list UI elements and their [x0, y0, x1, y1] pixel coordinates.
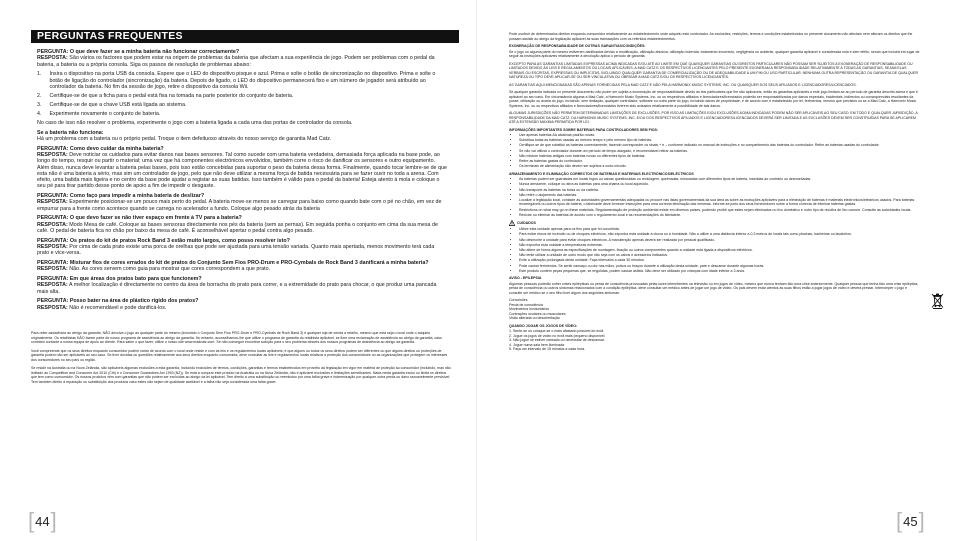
step-text: Certifique-se de que a ficha para o pedal está fixa na tomada na parte posterior do conjunto de bateria. — [49, 92, 294, 99]
list-item: • Não desmonte a unidade para evitar choques eléctricos. A manutenção apenas deverá ser realizada por pessoal qualificado. — [519, 238, 921, 243]
answer-label: RESPOSTA: — [37, 199, 68, 206]
list-item: 3. Não jogue se estiver cansado ou necessitar de descansar. — [509, 338, 605, 343]
list-item: • Não exponha esta unidade a temperaturas extremas. — [519, 243, 921, 248]
faq-item — [37, 238, 447, 257]
warranty-fine-print — [31, 331, 451, 388]
step-text: Experimente novamente o conjunto de bateria. — [49, 110, 161, 117]
list-item: 5. Faça um intervalo de 15 minutos a cada hora. — [509, 347, 586, 352]
answer-label: RESPOSTA: — [37, 304, 68, 311]
fine-print-paragraph: Se residir na Austrália ou na Nova Zelândia, são aplicáveis algumas exclusões a esta garantia, incluindo exclusões de termos, condições, garantias e termos estabelecidos em proveito da legislação em vigor em matéria de proteção ao consumidor (incluindo, mas não limitado ao Competition and Consumer Act 2010 (Cth) e o Consumer Guarantees Act 1993 (NZ)). Se está a comprar este produto na Austrália ou na Nova Zelândia, não é aplicável exclusões e limitações semelhantes. Nada nesta garantia exclui ou limita os direitos que tem como consumidor. Os nossos produtos vêm com garantias que não podem ser excluídas ao abrigo da lei aplicável. Tem direito a uma substituição ou reembolso por uma falha grave e indemnização por qualquer outra perda ou dano razoavelmente previsível. Tem também direito à reparação ou substituição dos produtos caso estes não sejam de qualidade aceitável e a falha não seja considerada uma falha grave. — [31, 366, 451, 384]
step-number: 3. — [37, 101, 42, 108]
games-list — [509, 329, 921, 352]
faq-item — [37, 146, 447, 190]
body-paragraph: Se qualquer garantia indicada no presente documento não puder ser sujeita a exoneração de responsabilidade devido às leis particulares que lhe são aplicáveis, então as garantias aplicáveis a este jogo limitam-se ao período de garantia descrito acima e que é aplicável ao seu caso. Em circunstância alguma a Mad Catz, a Harmonix Music Systems, Inc. ou os respectivos afiliados e licenciadores/licenciados poderão ser responsabilizados por danos especiais, incidentais, indirectos ou consequenciais resultantes da posse, utilização ou avaria do jogo, incluindo, sem limitação, qualquer controlador, software ou outra parte do jogo, incluindo danos de propriedade, e de acordo com e estabelecido por lei, ferimentos, mesmo que previstos ou se a Mad Catz, a Harmonix Music Systems, Inc. ou os respectivos afiliados e licenciadores/licenciados tiverem sido avisados relativamente à possibilidade de tais danos. — [509, 90, 918, 108]
caps-paragraph: AS GARANTIAS AQUI MENCIONADAS SÃO APENAS FORNECIDAS PELA MAD CATZ E NÃO PELA HARMONIX MUSIC SYSTEMS, INC. OU QUAISQUER DOS SEUS AFILIADOS E LICENCIADORES/LICENCIADOS. — [509, 82, 857, 87]
list-item: 1. Sente-se ou coloque-se o mais afastado possível do ecrã. — [509, 329, 605, 334]
answer: Experimente posicionar-se um pouco mais perto do pedal. A bateria move-se menos se carregar para baixo como quando bate com o pé no chão, em vez de empurrar para a frente como acontece quando se carrega no acelerador a fundo. Coloque algo pesado atrás da bateria — [37, 199, 442, 212]
step — [37, 111, 447, 117]
list-item: • Não misture baterias antigas com baterias novas ou diferentes tipos de baterias. — [519, 154, 921, 159]
answer-label: RESPOSTA: — [37, 282, 68, 289]
list-item: • Os terminais de alimentação não devem ser sujeitos a curto-circuito. — [519, 164, 921, 169]
caution-list — [509, 227, 921, 273]
step — [37, 71, 447, 90]
list-item: • Não altere de forma alguma as especificações de montagem, fixação ou outros componentes quando a unidade está ligada a dispositivos eléctricos. — [519, 248, 921, 253]
step-number: 4. — [37, 110, 42, 117]
list-item: • Utilize esta unidade apenas para os fins para que foi concebida. — [519, 227, 921, 232]
faq-item — [37, 260, 447, 273]
page-number — [896, 508, 925, 533]
faq-item — [37, 49, 447, 68]
section-heading: ARMAZENAMENTO E ELIMINAÇÃO CORRECTOS DE BATERIAS E MATERIAIS ELECTRÓNICOS/ELÉCTRICOS — [509, 171, 694, 176]
faq-item — [37, 298, 447, 311]
page-number-value: 45 — [903, 513, 918, 529]
list-item: • Para evitar riscos de incêndio ou de choques eléctricos, não exponha esta unidade à chuva ou à humidade. Não a utilize a uma distância inferior a 0,3 metros de locais tais como piscinas, banheiras ou lavatórios. — [519, 232, 921, 237]
page-number — [28, 508, 57, 533]
list-item: • Pode causar ferimentos. Se sentir cansaço ou dor nas mãos, pulsos ou braços durante a utilização desta unidade, pare e descanse durante algumas horas. — [519, 264, 921, 269]
note: No caso de isso não resolver o problema, experimente o jogo com a bateria ligada a cada uma das portas de controlador da consola. — [37, 120, 353, 127]
answer: Modo Mesa de café. Coloque as bases sensoras directamente nos pés da bateria (sem as pernas). Em seguida ponha o conjunto em cima da sua mesa de café. O pedal de bateria fica no chão por baixo da mesa de café. É aconselhável apertar o pedal contra algo pesado. — [37, 221, 438, 235]
caution-heading — [509, 220, 921, 226]
list-item: • As baterias podem ser guardadas em locais fogos ou caixas questionadas ou reciclagem, queimadas, misturadas com diferentes tipos de bateria, inseridas ao contrário ou desmontadas. — [519, 177, 921, 182]
body-paragraph: Algumas pessoas poderão sofrer crises epilépticas ou perda de consciência provocadas pelas luzes intermitentes na televisão ou em jogos de vídeo, mesmo que nunca tenham tido uma crise anteriormente. Qualquer pessoa que tenha tido uma crise epiléptica, perda de consciência ou outros sintomas relacionados com a condição epiléptica, deve consultar um médico antes de jogar um jogo de vídeo. Os pais devem estar atentos às suas filhos estão a jogar jogos de vídeo e deverá prestar. Interromper o jogo e consulte um médico se o seu filho tiver algum dos seguintes sintomas: — [509, 281, 919, 295]
page-number-value: 44 — [35, 513, 50, 529]
question: PERGUNTA: Posso bater na área de plástico rígido dos pratos? — [37, 298, 199, 305]
step — [37, 102, 447, 108]
caps-paragraph: ALGUMAS JURISDIÇÕES NÃO PERMITEM DETERMINADAS LIMITAÇÕES DE EXCLUSÕES, POR ISSO AS LIMITAÇÕES E/OU EXCLUSÕES ACIMA INDICADAS PODEM NÃO SER APLICÁVEIS AO SEU CASO. EM TODO E QUALQUER JURISDIÇÃO, A RESPONSABILIDADE DA MAD CATZ, DA HARMONIX MUSIC SYSTEMS, INC. E/OU DOS RESPECTIVOS AFILIADOS E LICENCIADORES/LICENCIADOS DEVERÁ SER LIMITADA E AS EXCLUSÕES DEVEM SER CONSTRUÍDAS PARA SE APLICAREM ATÉ A EXTENSÃO MÁXIMA PERMITIDA POR LEI. — [509, 111, 918, 124]
answer: Deve noticiar os cuidados para evitar danos nas bases sensores. Tal como sucede com uma bateria verdadeira, demasiada força aplicada na base pode, ao longo do tempo, resquir ou partir o material; uma vez que há componentes electrónicos envolvidos, também corre o risco de danificar os sensores e outro equipamento. Além disso, nunca deve levantar a bateria pelas bases, pois isso estão concebidas para suportar o peso da bateria dessa forma. Finalmente, quando tocar lembre-se de que esta não é uma bateria a sério, mas sim um controlador de jogo, pelo que não deve utilizar a mesma força de batida necessária para se fazer ouvir no toda a arena. Com efeito, uma batida mais ligeira e no centro da base pode ajudar a registar as suas batidas. Isso também é válido para o pedal da bateria! Esteja atento à mola e coloque o seu pé para tirar partido desse ponto de apoio a fim de impedir o desgaste. — [37, 152, 447, 190]
list-item: • Localize a legislação local, contacte as autoridades governamentais adequadas ou procure nas listas governamentais da sua área as sobre as instruções aplicáveis para a eliminação de baterias e materiais electrónicos/eléctricos usados. Para baterias recarregáveis ou outros tipos de bateria, o fabricante deve fornecer instruções para uma correcta eliminação das mesmas. Informe-se junto dos seus fornecedores sobre a forma correcta de eliminar baterias gastas. — [519, 198, 921, 207]
faq-list — [37, 49, 447, 314]
answer-label: RESPOSTA: — [37, 221, 68, 228]
list-item: Visão alterada ou desorientação — [509, 316, 560, 321]
list-item: • Retire as baterias gastas do controlador. — [519, 159, 921, 164]
list-item: Perda de consciência — [509, 302, 543, 307]
subheading: Se a bateria não funciona: — [37, 129, 104, 136]
fine-print-paragraph: Você compreende que os seus direitos enquanto consumidor podem variar de acordo com o local onde reside e com as leis e os regulamentos locais aplicáveis, e que alguns ou todos os seus direitos podem ser diferentes ou que alguns direitos ou proteções de garantia podem não ser aplicáveis ao seu caso. Se tiver dúvidas ou questões relativamente aos seus direitos enquanto consumidor, deve consultar as leis e regulamentos locais relativos a proteção dos consumidores ou as organizações que protegem os interesses dos consumidores no seu país ou região. — [31, 348, 448, 362]
answer: São vários os factores que podem estar na origem de problemas da bateria que afectam a sua experiência de jogo. Podem ser problemas com o pedal da bateria, a bateria ou a própria consola. Siga os passos de resolução de problemas abaixo: — [37, 55, 435, 68]
list-item: Contrações oculares ou musculares — [509, 311, 566, 316]
step-number: 2. — [37, 92, 42, 99]
bracket-open-icon: [ — [896, 508, 903, 533]
caps-paragraph: EXCEPTO PARA AS GARANTIAS LIMITADAS EXPRESSAS ACIMA INDICADAS E/OU ATÉ AO LIMITE EM QUE QUAISQUER GARANTIAS OU DIREITOS PARTICULARES NÃO POSSAM SER SUJEITOS A EXONERAÇÃO DE RESPONSABILIDADE OU LIMITADOS DEVIDO ÀS LEIS E REGULAMENTOS OU LOCAIS APLICÁVEIS, A MAD CATZ E OS RESPECTIVOS LICENCIANTES PELO PRESENTE EXONERAM A RESPONSABILIDADE RELATIVAMENTE A TODAS AS GARANTIAS, SEJAM ELAS VERBAIS OU ESCRITAS, EXPRESSAS OU IMPLÍCITAS, INCLUINDO QUALQUER GARANTIA DE COMERCIALIZAÇÃO OU DE ADEQUABILIDADE A UM FIM OU USO PARTICULAR. NENHUMA OUTRA REPRESENTAÇÃO OU GARANTIA DE QUALQUER NATUREZA OU TIPO DEVE APLICAR-SE OU SER VINCULATIVA OU OBRIGAR A MAD CATZ E/OU OS RESPECTIVOS LICENCIANTES. — [509, 61, 919, 79]
list-item: • Este produto contém peças pequenas que, se engolidas, podem causar asfixia. Não deve ser utilizado por crianças com idade inferior a 3 anos. — [519, 269, 921, 274]
bracket-open-icon: [ — [28, 508, 35, 533]
step-text: Certifique-se de que a chave USB está ligada ao sistema. — [49, 101, 187, 108]
symptom-list — [509, 298, 921, 321]
list-item: • Reciclar ou eliminar as baterias de acordo com o regulamento local e as recomendações do fabricante. — [519, 213, 921, 218]
section-heading: EXONERAÇÃO DE RESPONSABILIDADE DE OUTRAS GARANTIAS/CONDIÇÕES: — [509, 44, 646, 48]
faq-item — [37, 215, 447, 234]
answer: Não. As cores servem como guia para mostrar que cores correspondem a que prato. — [69, 266, 271, 273]
answer: A melhor localização é directamente no centro da área de borracha do prato para correr, e a extremidade do prato para chocar, o que produz uma pancada mais alta. — [37, 282, 437, 295]
list-item: • Não transporte as baterias na bolsa ou na carteira. — [519, 188, 921, 193]
answer-label: RESPOSTA: — [37, 152, 68, 158]
question: PERGUNTA: Como devo cuidar da minha bateria? — [37, 145, 164, 152]
fine-print-paragraph: Para obter assistência ao abrigo da garantia, NÃO devolva o jogo ao qualquer parte do mesmo (incluindo o Conjunto Sem Fios PRO-Drum e PRO-Cymbals de Rock Band 3) e qualquer loja de venda a retalho, mesmo que esta seja o local onde o adquiriu originalmente. Os retalhistas NÃO fazem parte do nosso programa de assistência ao abrigo da garantia. No entanto, aconselhamos-lhe que utilize o programa de garantia do retalhista aplicável, se fizer uma reclamação de assistência ao abrigo da garantia, caso contrário contacte a nossa equipa de apoio ao cliente. Para saber o que fazer, utilize o nosso site www.madcatz.com. Se não conseguir encontrar solução para o seu problema através dos nossos programas de assistência ao abrigo da garantia. — [31, 331, 442, 345]
list-item: 4. Jogue numa sala bem iluminada. — [509, 342, 565, 347]
list-item: Movimentos involuntários — [509, 307, 550, 312]
question: PERGUNTA: O que devo fazer se não tiver espaço em frente à TV para a bateria? — [37, 215, 242, 222]
section-heading: AVISO - EPILEPSIA — [509, 276, 542, 281]
list-item: 2. Jogue os jogos de vídeo no ecrã mais pequeno disponível. — [509, 333, 606, 338]
answer-label: RESPOSTA: — [37, 244, 68, 251]
section-heading: INFORMAÇÕES IMPORTANTES SOBRE BATERIAS PARA CONTROLADORES SEM FIOS: — [509, 127, 659, 132]
answer-label: RESPOSTA: — [37, 266, 68, 273]
list-item: • Não tente utilizar a unidade de outro modo que não seja com os cabos e acessórios indicados. — [519, 253, 921, 258]
faq-item — [37, 276, 447, 295]
question: PERGUNTA: Como faço para impedir a minha bateria de deslizar? — [37, 193, 205, 200]
body-text: Há um problema com a bateria ou o próprio pedal. Troque o item defeituoso através do nosso serviço de garantia Mad Catz. — [37, 136, 332, 143]
bracket-close-icon: ] — [918, 508, 925, 533]
step-number: 1. — [37, 71, 42, 78]
faq-item — [37, 130, 447, 143]
list-item: • Restrictions on what may go on these materials. Regulamentação de proteção ambiental existe em diversos países, podendo proibir que estes sejam eliminados no lixo doméstico e outro tipo de recolha de lixo comum. Consulte as autoridades locais. — [519, 208, 921, 213]
answer-label: RESPOSTA: — [37, 55, 68, 62]
answer: Não é recomendável e pode danificá-los. — [69, 304, 167, 311]
list-item: • Use apenas baterias AA alcalinas padrão novas. — [519, 133, 921, 138]
list-item: • Não retire o alojamento das baterias. — [519, 193, 921, 198]
disposal-list — [509, 177, 921, 217]
answer: Por cima de cada prato existe uma porca de orelhas que pode ser ajustada para uma tensão variada. Quanto mais apertada, menos movimento terá cada prato e vice-versa. — [37, 244, 435, 257]
battery-list — [509, 133, 921, 169]
step-text: Insira o dispositivo na porta USB da consola. Espere que o LED do dispositivo pisque e azul. Prima e solte o botão de sincronização no dispositivo. Prima e solte o botão de ligação do controlador (sincronização) da bateria. Depois de ligado, o LED do dispositivo permanecerá fixo e um número de jogador será atribuído ao controlador da bateria. No fim da sessão de jogo, retire o dispositivo da consola Wii. — [49, 71, 436, 90]
question: PERGUNTA: Os pratos do kit de pratos Rock Band 3 estão muito largos, como posso resolver isto? — [37, 237, 290, 244]
body-paragraph: Se o jogo ou alguma parte do mesmo estiverem danificados devido a modificação, utilização abusiva, utilização indevida, tratamento incorrecto, negligência ou acidente, qualquer garantia aplicável é considerada nula e sem efeito, sendo que incluirá em lugar de seguir as instruções aplicáveis relativamente à devolução aplica o período de garantia. — [509, 49, 920, 58]
list-item: • Evite a utilização prolongada desta unidade. Faça intervalos a cada 30 minutos. — [519, 258, 921, 263]
list-item: • Nunca armazene, coloque ou abra as baterias para uma chama ou local aquecido. — [519, 182, 921, 187]
question: PERGUNTA: O que deve fazer se a minha bateria não funcionar correctamente? — [37, 49, 240, 55]
list-item: • Certifique-se de que substitui as baterias correctamente, fazendo corresponder os sinais + e – conforme indicado no manual de instruções e no compartimento das baterias do controlador. Retire as baterias usadas do controlador. — [519, 143, 921, 148]
warning-triangle-icon — [509, 220, 515, 226]
list-item: Convulsões — [509, 298, 528, 303]
section-heading: QUANDO JOGAR OS JOGOS DE VÍDEO: — [509, 323, 578, 328]
bracket-close-icon: ] — [50, 508, 57, 533]
faq-item — [37, 193, 447, 212]
question: PERGUNTA: Em que áreas dos pratos bato para que funcionem? — [37, 276, 202, 282]
list-item: • Substitua todas as baterias usadas ao mesmo tempo e pelo mesmo tipo de baterias. — [519, 138, 921, 143]
question: PERGUNTA: Misturar fios de cores errados do kit de pratos do Conjunto Sem Fios PRO-Drum e PRO-Cymbals de Rock Band 3 danificará a minha bateria? — [37, 260, 429, 267]
right-text-column — [509, 32, 921, 352]
section-banner: PERGUNTAS FREQUENTES — [31, 30, 459, 43]
step — [37, 93, 447, 99]
list-item: • Se não vai utilizar o controlador durante um período de tempo alargado, é recomendável retirar as baterias. — [519, 149, 921, 154]
intro-paragraph: Pode usufruir de determinados direitos enquanto consumidor relativamente ao estabelecimento onde adquiriu este controlador. As exclusões, restrições, termos e condições estabelecidos no presente documento não afectam nem alteram os direitos que lhe possam assistir ao abrigo da legislação aplicável às suas transacções com os referidos estabelecimentos. — [509, 32, 913, 41]
caution-title: CUIDADOS — [517, 221, 536, 225]
crossed-out-wheelie-bin-icon — [931, 292, 944, 309]
troubleshooting-steps — [37, 71, 447, 117]
